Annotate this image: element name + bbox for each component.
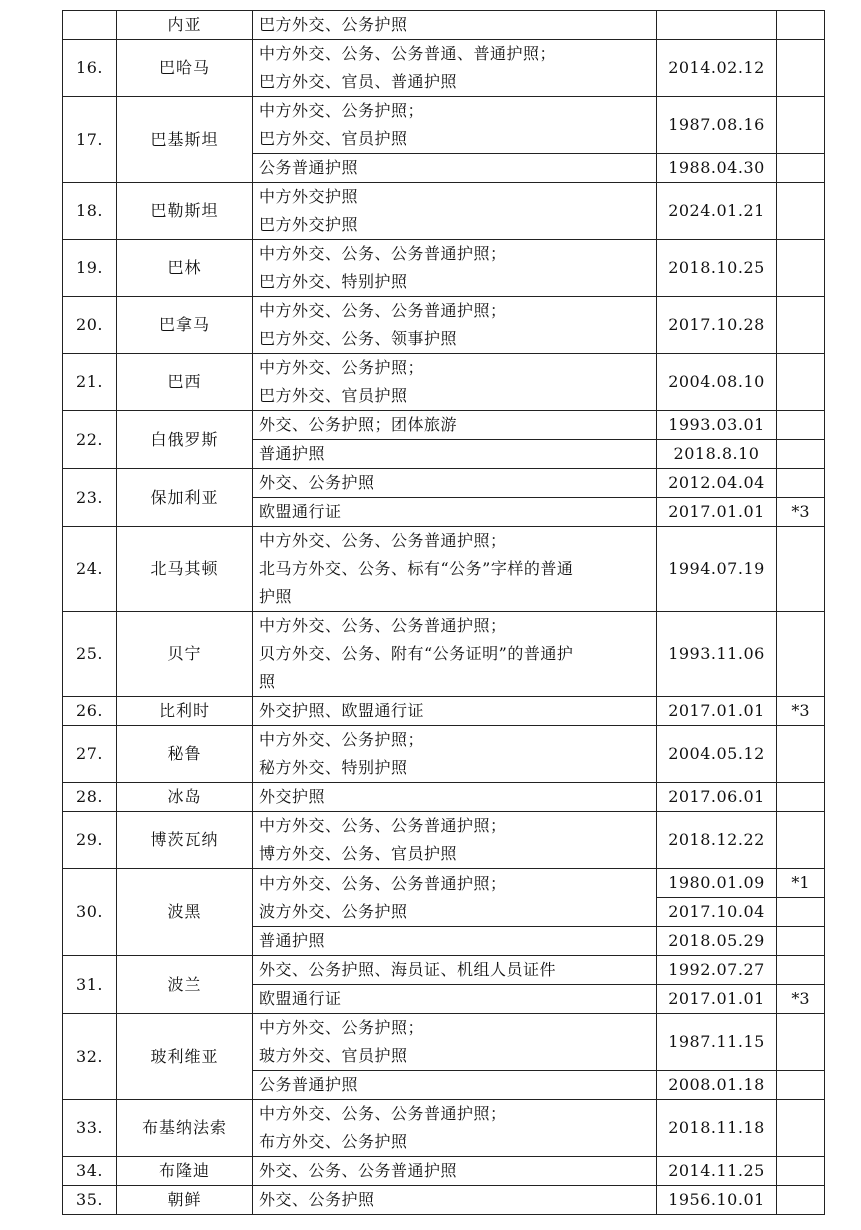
effective-date: 2018.11.18 bbox=[657, 1100, 777, 1157]
table-row bbox=[63, 697, 825, 726]
country-name: 玻利维亚 bbox=[117, 1014, 253, 1100]
passport-types bbox=[253, 469, 657, 498]
row-number: 30. bbox=[63, 869, 117, 956]
remark-note bbox=[777, 97, 825, 154]
country-name: 贝宁 bbox=[117, 612, 253, 697]
passport-line: 外交、公务护照 bbox=[259, 473, 375, 492]
remark-note bbox=[777, 11, 825, 40]
passport-line: 外交、公务、公务普通护照 bbox=[259, 1161, 458, 1180]
passport-line: 中方外交、公务、公务普通护照； bbox=[259, 531, 507, 550]
passport-types bbox=[253, 527, 657, 612]
effective-date: 1980.01.09 bbox=[657, 869, 777, 898]
passport-line: 外交护照 bbox=[259, 787, 326, 806]
passport-line: 巴方外交、公务护照 bbox=[259, 15, 408, 34]
passport-line: 中方外交、公务、公务普通护照； bbox=[259, 816, 507, 835]
remark-note bbox=[777, 812, 825, 869]
table-row bbox=[63, 469, 825, 498]
passport-line: 中方外交、公务、公务普通护照； bbox=[259, 244, 507, 263]
effective-date: 2017.10.04 bbox=[657, 898, 777, 927]
effective-date: 2018.10.25 bbox=[657, 240, 777, 297]
row-number: 32. bbox=[63, 1014, 117, 1100]
row-number: 31. bbox=[63, 956, 117, 1014]
row-number: 17. bbox=[63, 97, 117, 183]
country-name: 北马其顿 bbox=[117, 527, 253, 612]
passport-line: 欧盟通行证 bbox=[259, 989, 342, 1008]
row-number: 19. bbox=[63, 240, 117, 297]
passport-types bbox=[253, 297, 657, 354]
effective-date: 2017.01.01 bbox=[657, 697, 777, 726]
passport-types bbox=[253, 812, 657, 869]
effective-date: 1956.10.01 bbox=[657, 1186, 777, 1215]
row-number: 33. bbox=[63, 1100, 117, 1157]
passport-types bbox=[253, 697, 657, 726]
country-name: 波黑 bbox=[117, 869, 253, 956]
effective-date: 2018.12.22 bbox=[657, 812, 777, 869]
row-number: 35. bbox=[63, 1186, 117, 1215]
row-number: 20. bbox=[63, 297, 117, 354]
passport-line: 中方外交、公务、公务普通护照； bbox=[259, 873, 507, 893]
passport-types bbox=[253, 869, 657, 927]
passport-types bbox=[253, 1014, 657, 1071]
passport-types bbox=[253, 40, 657, 97]
passport-line: 波方外交、公务护照 bbox=[259, 901, 408, 921]
passport-types bbox=[253, 1100, 657, 1157]
row-number: 26. bbox=[63, 697, 117, 726]
country-name: 冰岛 bbox=[117, 783, 253, 812]
effective-date: 2017.10.28 bbox=[657, 297, 777, 354]
country-name: 内亚 bbox=[117, 11, 253, 40]
country-name: 巴西 bbox=[117, 354, 253, 411]
row-number: 34. bbox=[63, 1157, 117, 1186]
country-name: 波兰 bbox=[117, 956, 253, 1014]
passport-line: 公务普通护照 bbox=[259, 1075, 359, 1094]
table-row bbox=[63, 11, 825, 40]
passport-types bbox=[253, 956, 657, 985]
remark-note bbox=[777, 1014, 825, 1071]
passport-types bbox=[253, 97, 657, 154]
remark-note bbox=[777, 898, 825, 927]
remark-note bbox=[777, 1157, 825, 1186]
effective-date: 2017.01.01 bbox=[657, 985, 777, 1014]
row-number: 24. bbox=[63, 527, 117, 612]
row-number: 29. bbox=[63, 812, 117, 869]
passport-line: 布方外交、公务护照 bbox=[259, 1132, 408, 1151]
effective-date: 1988.04.30 bbox=[657, 154, 777, 183]
country-name: 巴林 bbox=[117, 240, 253, 297]
passport-line: 欧盟通行证 bbox=[259, 502, 342, 521]
passport-line: 外交、公务护照 bbox=[259, 1190, 375, 1209]
passport-line: 巴方外交、特别护照 bbox=[259, 272, 408, 291]
effective-date: 1993.03.01 bbox=[657, 411, 777, 440]
effective-date: 2004.08.10 bbox=[657, 354, 777, 411]
effective-date: 2017.01.01 bbox=[657, 498, 777, 527]
passport-types bbox=[253, 440, 657, 469]
passport-types bbox=[253, 240, 657, 297]
table-row bbox=[63, 869, 825, 898]
country-name: 布基纳法索 bbox=[117, 1100, 253, 1157]
effective-date: 2018.05.29 bbox=[657, 927, 777, 956]
country-name: 朝鲜 bbox=[117, 1186, 253, 1215]
passport-types bbox=[253, 927, 657, 956]
passport-line: 中方外交、公务、公务普通护照； bbox=[259, 1104, 507, 1123]
passport-types bbox=[253, 985, 657, 1014]
passport-line: 博方外交、公务、官员护照 bbox=[259, 844, 458, 863]
remark-note bbox=[777, 726, 825, 783]
country-name: 保加利亚 bbox=[117, 469, 253, 527]
country-name: 巴勒斯坦 bbox=[117, 183, 253, 240]
passport-line: 照 bbox=[259, 672, 276, 691]
remark-note bbox=[777, 1100, 825, 1157]
effective-date: 2014.11.25 bbox=[657, 1157, 777, 1186]
effective-date bbox=[657, 11, 777, 40]
passport-line: 中方外交护照 bbox=[259, 187, 359, 206]
remark-note bbox=[777, 411, 825, 440]
country-name: 博茨瓦纳 bbox=[117, 812, 253, 869]
passport-types bbox=[253, 411, 657, 440]
table-row bbox=[63, 1157, 825, 1186]
passport-line: 巴方外交、官员、普通护照 bbox=[259, 72, 458, 91]
effective-date: 2024.01.21 bbox=[657, 183, 777, 240]
effective-date: 2014.02.12 bbox=[657, 40, 777, 97]
remark-note bbox=[777, 927, 825, 956]
row-number: 23. bbox=[63, 469, 117, 527]
table-row bbox=[63, 1186, 825, 1215]
passport-types bbox=[253, 1157, 657, 1186]
passport-line: 外交护照、欧盟通行证 bbox=[259, 701, 425, 720]
remark-note bbox=[777, 1071, 825, 1100]
passport-line: 玻方外交、官员护照 bbox=[259, 1046, 408, 1065]
passport-line: 公务普通护照 bbox=[259, 158, 359, 177]
passport-types bbox=[253, 1186, 657, 1215]
passport-line: 贝方外交、公务、附有“公务证明”的普通护 bbox=[259, 644, 574, 663]
passport-line: 中方外交、公务、公务普通、普通护照； bbox=[259, 44, 557, 63]
row-number bbox=[63, 11, 117, 40]
passport-types bbox=[253, 183, 657, 240]
remark-note bbox=[777, 527, 825, 612]
passport-types bbox=[253, 783, 657, 812]
effective-date: 2018.8.10 bbox=[657, 440, 777, 469]
remark-note: *3 bbox=[777, 697, 825, 726]
country-name: 比利时 bbox=[117, 697, 253, 726]
passport-types bbox=[253, 354, 657, 411]
passport-line: 外交、公务护照；团体旅游 bbox=[259, 415, 458, 434]
remark-note: *1 bbox=[777, 869, 825, 898]
passport-types bbox=[253, 612, 657, 697]
passport-line: 普通护照 bbox=[259, 444, 326, 463]
remark-note bbox=[777, 40, 825, 97]
remark-note bbox=[777, 440, 825, 469]
row-number: 28. bbox=[63, 783, 117, 812]
country-name: 巴基斯坦 bbox=[117, 97, 253, 183]
passport-line: 北马方外交、公务、标有“公务”字样的普通 bbox=[259, 559, 574, 578]
row-number: 16. bbox=[63, 40, 117, 97]
remark-note bbox=[777, 469, 825, 498]
country-name: 巴哈马 bbox=[117, 40, 253, 97]
row-number: 18. bbox=[63, 183, 117, 240]
passport-line: 中方外交、公务、公务普通护照； bbox=[259, 301, 507, 320]
row-number: 27. bbox=[63, 726, 117, 783]
remark-note bbox=[777, 1186, 825, 1215]
remark-note: *3 bbox=[777, 985, 825, 1014]
document-page bbox=[62, 10, 825, 1215]
effective-date: 1987.11.15 bbox=[657, 1014, 777, 1071]
table-row bbox=[63, 783, 825, 812]
effective-date: 2012.04.04 bbox=[657, 469, 777, 498]
passport-line: 巴方外交、公务、领事护照 bbox=[259, 329, 458, 348]
effective-date: 2017.06.01 bbox=[657, 783, 777, 812]
passport-line: 巴方外交、官员护照 bbox=[259, 386, 408, 405]
table-body bbox=[63, 11, 825, 1215]
passport-line: 巴方外交护照 bbox=[259, 215, 359, 234]
remark-note bbox=[777, 956, 825, 985]
row-number: 21. bbox=[63, 354, 117, 411]
remark-note bbox=[777, 612, 825, 697]
passport-types bbox=[253, 154, 657, 183]
passport-types bbox=[253, 11, 657, 40]
passport-line: 中方外交、公务护照； bbox=[259, 1018, 425, 1037]
passport-line: 中方外交、公务护照； bbox=[259, 101, 425, 120]
remark-note bbox=[777, 354, 825, 411]
table-row bbox=[63, 411, 825, 440]
effective-date: 1987.08.16 bbox=[657, 97, 777, 154]
row-number: 22. bbox=[63, 411, 117, 469]
country-name: 布隆迪 bbox=[117, 1157, 253, 1186]
effective-date: 2004.05.12 bbox=[657, 726, 777, 783]
passport-line: 普通护照 bbox=[259, 931, 326, 950]
remark-note bbox=[777, 240, 825, 297]
passport-line: 巴方外交、官员护照 bbox=[259, 129, 408, 148]
visa-exemption-table bbox=[62, 10, 825, 1215]
remark-note bbox=[777, 154, 825, 183]
country-name: 巴拿马 bbox=[117, 297, 253, 354]
passport-line: 外交、公务护照、海员证、机组人员证件 bbox=[259, 960, 557, 979]
passport-types bbox=[253, 1071, 657, 1100]
effective-date: 1993.11.06 bbox=[657, 612, 777, 697]
passport-types bbox=[253, 498, 657, 527]
remark-note bbox=[777, 183, 825, 240]
passport-line: 秘方外交、特别护照 bbox=[259, 758, 408, 777]
remark-note bbox=[777, 783, 825, 812]
passport-line: 护照 bbox=[259, 587, 293, 606]
passport-line: 中方外交、公务护照； bbox=[259, 358, 425, 377]
effective-date: 2008.01.18 bbox=[657, 1071, 777, 1100]
remark-note: *3 bbox=[777, 498, 825, 527]
passport-types bbox=[253, 726, 657, 783]
remark-note bbox=[777, 297, 825, 354]
effective-date: 1992.07.27 bbox=[657, 956, 777, 985]
passport-line: 中方外交、公务、公务普通护照； bbox=[259, 616, 507, 635]
passport-line: 中方外交、公务护照； bbox=[259, 730, 425, 749]
row-number: 25. bbox=[63, 612, 117, 697]
country-name: 白俄罗斯 bbox=[117, 411, 253, 469]
country-name: 秘鲁 bbox=[117, 726, 253, 783]
effective-date: 1994.07.19 bbox=[657, 527, 777, 612]
table-row bbox=[63, 956, 825, 985]
